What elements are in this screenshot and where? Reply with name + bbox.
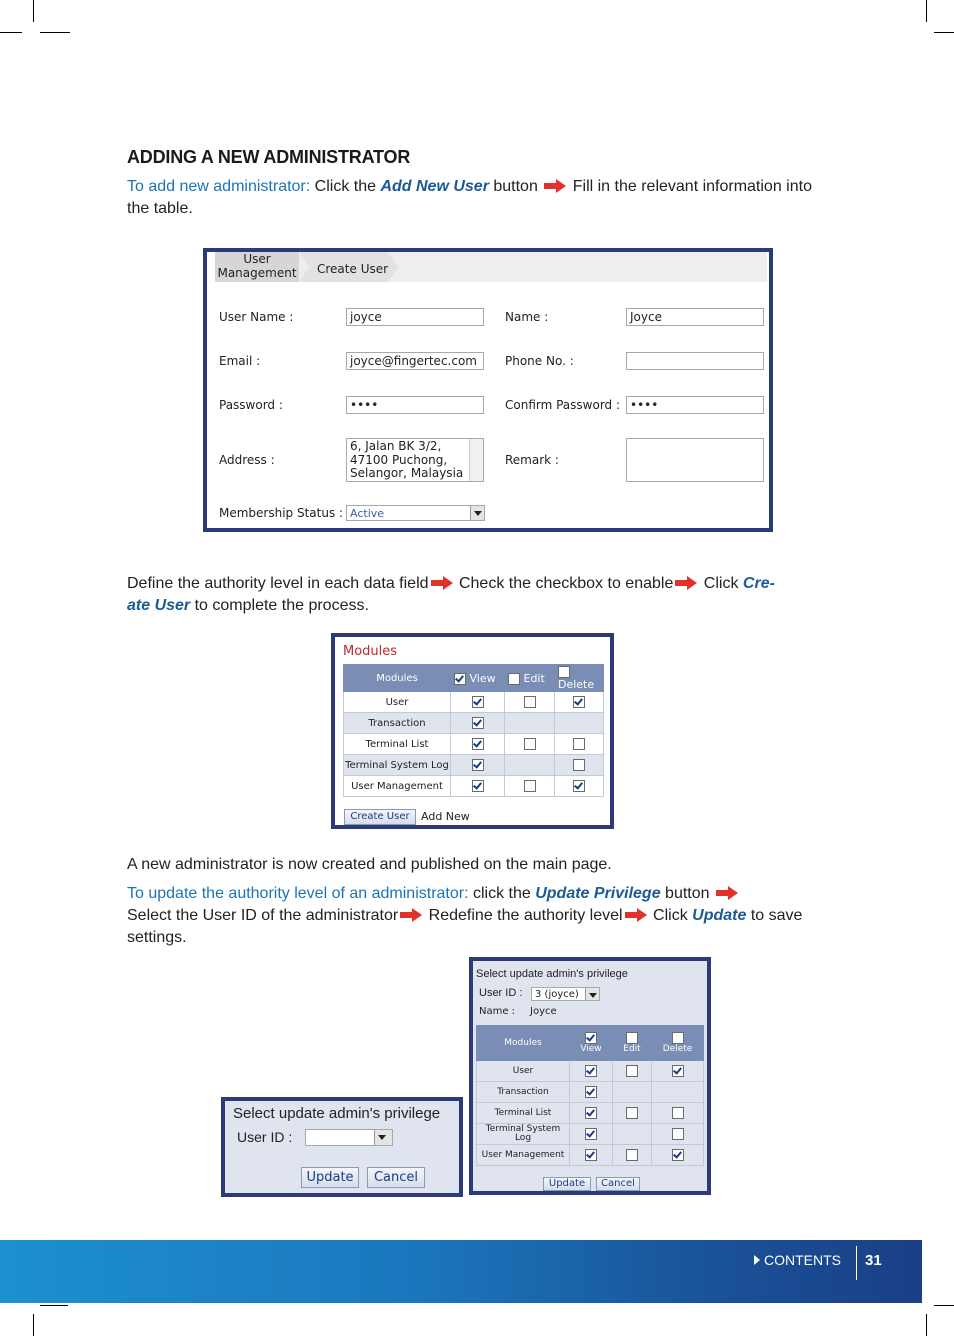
modules-table	[476, 1025, 704, 1166]
text: Click	[648, 907, 693, 924]
checkbox-icon[interactable]	[573, 738, 585, 750]
update-ref: Update	[692, 907, 747, 924]
table-header	[344, 665, 604, 692]
table-row	[477, 1082, 704, 1103]
lead-text: To add new administrator:	[127, 178, 311, 195]
tab-user-management[interactable]	[215, 252, 299, 282]
text: Click	[699, 575, 743, 592]
arrow-right-icon	[400, 908, 422, 922]
add-new-user-ref: Add New User	[380, 178, 489, 195]
select-privilege-dialog-small	[221, 1097, 463, 1197]
chevron-down-icon[interactable]	[374, 1130, 392, 1145]
page-number: 31	[865, 1252, 882, 1269]
table-row	[477, 1061, 704, 1082]
user-name-input[interactable]: joyce	[346, 308, 484, 326]
crop-mark	[934, 1305, 954, 1306]
checkbox-icon[interactable]	[472, 738, 484, 750]
address-line: Selangor, Malaysia	[350, 466, 464, 480]
create-user-form-screenshot	[203, 248, 773, 532]
module-name: User Management	[344, 776, 451, 797]
text: Redefine the authority level	[424, 907, 623, 924]
remark-label: Remark :	[505, 453, 559, 467]
text: to save settings.	[127, 907, 803, 946]
checkbox-icon[interactable]	[672, 1065, 684, 1077]
checkbox-cell-view	[570, 1082, 613, 1103]
checkbox-icon[interactable]	[573, 759, 585, 771]
crop-mark	[40, 1305, 68, 1306]
table-row	[344, 776, 604, 797]
module-name: Terminal System Log	[477, 1124, 570, 1145]
page-footer	[0, 1240, 922, 1303]
checkbox-cell-view	[570, 1145, 613, 1166]
module-name: Transaction	[477, 1082, 570, 1103]
checkbox-icon[interactable]	[626, 1107, 638, 1119]
header-edit	[505, 665, 555, 692]
scrollbar[interactable]	[469, 439, 483, 481]
header-delete	[555, 665, 604, 692]
crop-mark	[33, 1314, 34, 1336]
checkbox-icon[interactable]	[454, 673, 466, 685]
checkbox-icon[interactable]	[626, 1032, 638, 1044]
chevron-down-icon[interactable]	[585, 988, 599, 1000]
arrow-right-icon	[716, 886, 738, 900]
checkbox-cell-view	[451, 692, 505, 713]
checkbox-cell-del	[652, 1061, 704, 1082]
checkbox-cell-view	[570, 1061, 613, 1082]
checkbox-icon[interactable]	[558, 666, 570, 678]
checkbox-cell-del	[555, 713, 604, 734]
membership-status-label: Membership Status :	[219, 506, 344, 520]
checkbox-icon[interactable]	[524, 738, 536, 750]
crop-mark	[0, 32, 22, 33]
name-value: Joyce	[530, 1006, 557, 1017]
name-label: Name :	[479, 1006, 516, 1017]
checkbox-icon[interactable]	[585, 1128, 597, 1140]
arrow-right-icon	[675, 576, 697, 590]
create-user-button[interactable]: Create User	[344, 809, 416, 825]
checkbox-icon[interactable]	[472, 717, 484, 729]
table-row	[344, 692, 604, 713]
text: Click the	[310, 178, 381, 195]
checkbox-cell-view	[570, 1124, 613, 1145]
checkbox-cell-edit	[613, 1082, 652, 1103]
header-edit	[613, 1026, 652, 1061]
contents-label: CONTENTS	[764, 1252, 841, 1268]
section-heading: ADDING A NEW ADMINISTRATOR	[127, 147, 411, 167]
checkbox-icon[interactable]	[585, 1149, 597, 1161]
checkbox-icon[interactable]	[585, 1032, 597, 1044]
checkbox-cell-view	[451, 734, 505, 755]
checkbox-icon[interactable]	[585, 1086, 597, 1098]
header-label: Delete	[662, 1044, 693, 1054]
tab-label: User	[243, 252, 271, 266]
add-new-link[interactable]: Add New	[421, 810, 470, 823]
user-id-select[interactable]	[305, 1129, 393, 1146]
checkbox-icon[interactable]	[508, 673, 520, 685]
phone-input[interactable]	[626, 352, 764, 370]
membership-status-select[interactable]	[346, 505, 485, 521]
paragraph-update-authority	[127, 883, 819, 949]
checkbox-cell-del	[652, 1124, 704, 1145]
checkbox-cell-view	[451, 755, 505, 776]
tab-create-user-label: Create User	[317, 262, 389, 276]
text: Fill in the relevant information into the table.	[127, 178, 812, 217]
header-label: View	[469, 671, 496, 685]
paragraph-define-authority	[127, 573, 819, 617]
checkbox-icon[interactable]	[524, 696, 536, 708]
password-label: Password :	[219, 398, 283, 412]
checkbox-icon[interactable]	[626, 1149, 638, 1161]
create-user-ref: ate User	[127, 597, 191, 614]
modules-table-body	[344, 692, 604, 797]
arrow-right-icon	[544, 179, 566, 193]
user-id-select[interactable]	[531, 987, 600, 1001]
confirm-password-label: Confirm Password :	[505, 398, 621, 412]
crop-mark	[33, 0, 34, 22]
user-name-label: User Name :	[219, 310, 294, 324]
dialog-title: Select update admin's privilege	[476, 968, 628, 980]
header-label: Edit	[623, 1044, 641, 1054]
crop-mark	[926, 0, 927, 22]
password-input[interactable]: ••••	[346, 396, 484, 414]
update-button[interactable]: Update	[543, 1177, 591, 1191]
address-textarea[interactable]	[346, 438, 484, 482]
user-id-label: User ID :	[237, 1129, 293, 1145]
table-row	[344, 734, 604, 755]
checkbox-cell-view	[570, 1103, 613, 1124]
phone-label: Phone No. :	[505, 354, 574, 368]
text: button	[488, 178, 543, 195]
checkbox-icon[interactable]	[672, 1107, 684, 1119]
update-privilege-ref: Update Privilege	[535, 885, 661, 902]
tab-label: Management	[217, 266, 297, 280]
address-line: 6, Jalan BK 3/2,	[350, 439, 442, 453]
checkbox-cell-edit	[505, 713, 555, 734]
checkbox-cell-edit	[613, 1124, 652, 1145]
text: button	[660, 885, 714, 902]
select-value: 3 (joyce)	[535, 989, 579, 1000]
header-label: Delete	[558, 678, 595, 691]
crop-mark	[40, 32, 70, 33]
select-privilege-dialog-large	[469, 957, 711, 1195]
text: Select the User ID of the administrator	[127, 907, 399, 924]
checkbox-icon[interactable]	[672, 1128, 684, 1140]
contents-link[interactable]	[754, 1252, 841, 1268]
arrow-right-icon	[431, 576, 453, 590]
user-id-label: User ID :	[479, 987, 523, 999]
name-input[interactable]: Joyce	[626, 308, 764, 326]
table-row	[344, 755, 604, 776]
checkbox-icon[interactable]	[585, 1065, 597, 1077]
header-view	[570, 1026, 613, 1061]
checkbox-cell-view	[451, 776, 505, 797]
checkbox-cell-edit	[613, 1061, 652, 1082]
header-delete	[652, 1026, 704, 1061]
name-label: Name :	[505, 310, 549, 324]
arrow-right-icon	[625, 908, 647, 922]
checkbox-icon[interactable]	[573, 780, 585, 792]
text: to complete the process.	[190, 597, 369, 614]
chevron-down-icon[interactable]	[470, 506, 484, 520]
crop-mark	[926, 1314, 927, 1336]
caret-right-icon	[754, 1255, 760, 1265]
email-input[interactable]: joyce@fingertec.com	[346, 352, 484, 370]
cancel-button[interactable]: Cancel	[596, 1177, 640, 1191]
checkbox-icon[interactable]	[472, 696, 484, 708]
table-row	[477, 1124, 704, 1145]
checkbox-icon[interactable]	[472, 759, 484, 771]
module-name: Terminal List	[344, 734, 451, 755]
header-label: View	[580, 1044, 602, 1054]
paragraph-created: A new administrator is now created and published on the main page.	[127, 856, 612, 873]
modules-screenshot	[331, 633, 614, 829]
checkbox-cell-edit	[505, 734, 555, 755]
checkbox-icon[interactable]	[626, 1065, 638, 1077]
address-line: 47100 Puchong,	[350, 452, 448, 467]
table-row	[477, 1103, 704, 1124]
cancel-button[interactable]: Cancel	[367, 1167, 425, 1188]
module-name: User Management	[477, 1145, 570, 1166]
checkbox-icon[interactable]	[524, 780, 536, 792]
dialog-title: Select update admin's privilege	[233, 1105, 441, 1122]
module-name: Transaction	[344, 713, 451, 734]
module-name: User	[477, 1061, 570, 1082]
header-cell: Modules	[477, 1026, 570, 1061]
module-name: User	[344, 692, 451, 713]
checkbox-cell-del	[652, 1103, 704, 1124]
text: Check the checkbox to enable	[454, 575, 674, 592]
checkbox-cell-del	[652, 1145, 704, 1166]
select-value: Active	[350, 507, 385, 520]
create-user-ref: Cre-	[742, 575, 775, 592]
checkbox-icon[interactable]	[585, 1107, 597, 1119]
checkbox-cell-edit	[505, 776, 555, 797]
confirm-password-input[interactable]: ••••	[626, 396, 764, 414]
address-label: Address :	[219, 453, 275, 467]
update-button[interactable]: Update	[301, 1167, 359, 1188]
crop-mark	[934, 32, 954, 33]
footer-divider	[856, 1246, 857, 1280]
paragraph-add-admin	[127, 176, 819, 220]
checkbox-cell-del	[555, 734, 604, 755]
header-label: Edit	[523, 671, 545, 685]
checkbox-cell-del	[555, 692, 604, 713]
checkbox-cell-del	[652, 1082, 704, 1103]
text: click the	[468, 885, 536, 902]
checkbox-cell-view	[451, 713, 505, 734]
checkbox-cell-del	[555, 776, 604, 797]
module-name: Terminal List	[477, 1103, 570, 1124]
email-label: Email :	[219, 354, 261, 368]
header-cell: Modules	[344, 665, 451, 692]
module-name: Terminal System Log	[344, 755, 451, 776]
checkbox-cell-edit	[613, 1103, 652, 1124]
checkbox-cell-edit	[505, 692, 555, 713]
checkbox-cell-edit	[505, 755, 555, 776]
checkbox-icon[interactable]	[672, 1032, 684, 1044]
text: Define the authority level in each data field	[127, 575, 429, 592]
remark-textarea[interactable]	[626, 438, 764, 482]
checkbox-cell-edit	[613, 1145, 652, 1166]
modules-table-body	[477, 1061, 704, 1166]
modules-title: Modules	[343, 644, 398, 659]
checkbox-cell-del	[555, 755, 604, 776]
header-view	[451, 665, 505, 692]
checkbox-icon[interactable]	[573, 696, 585, 708]
modules-table	[343, 664, 604, 797]
table-row	[344, 713, 604, 734]
table-row	[477, 1145, 704, 1166]
table-header	[477, 1026, 704, 1061]
checkbox-icon[interactable]	[672, 1149, 684, 1161]
checkbox-icon[interactable]	[472, 780, 484, 792]
lead-text: To update the authority level of an administrator:	[127, 885, 469, 902]
